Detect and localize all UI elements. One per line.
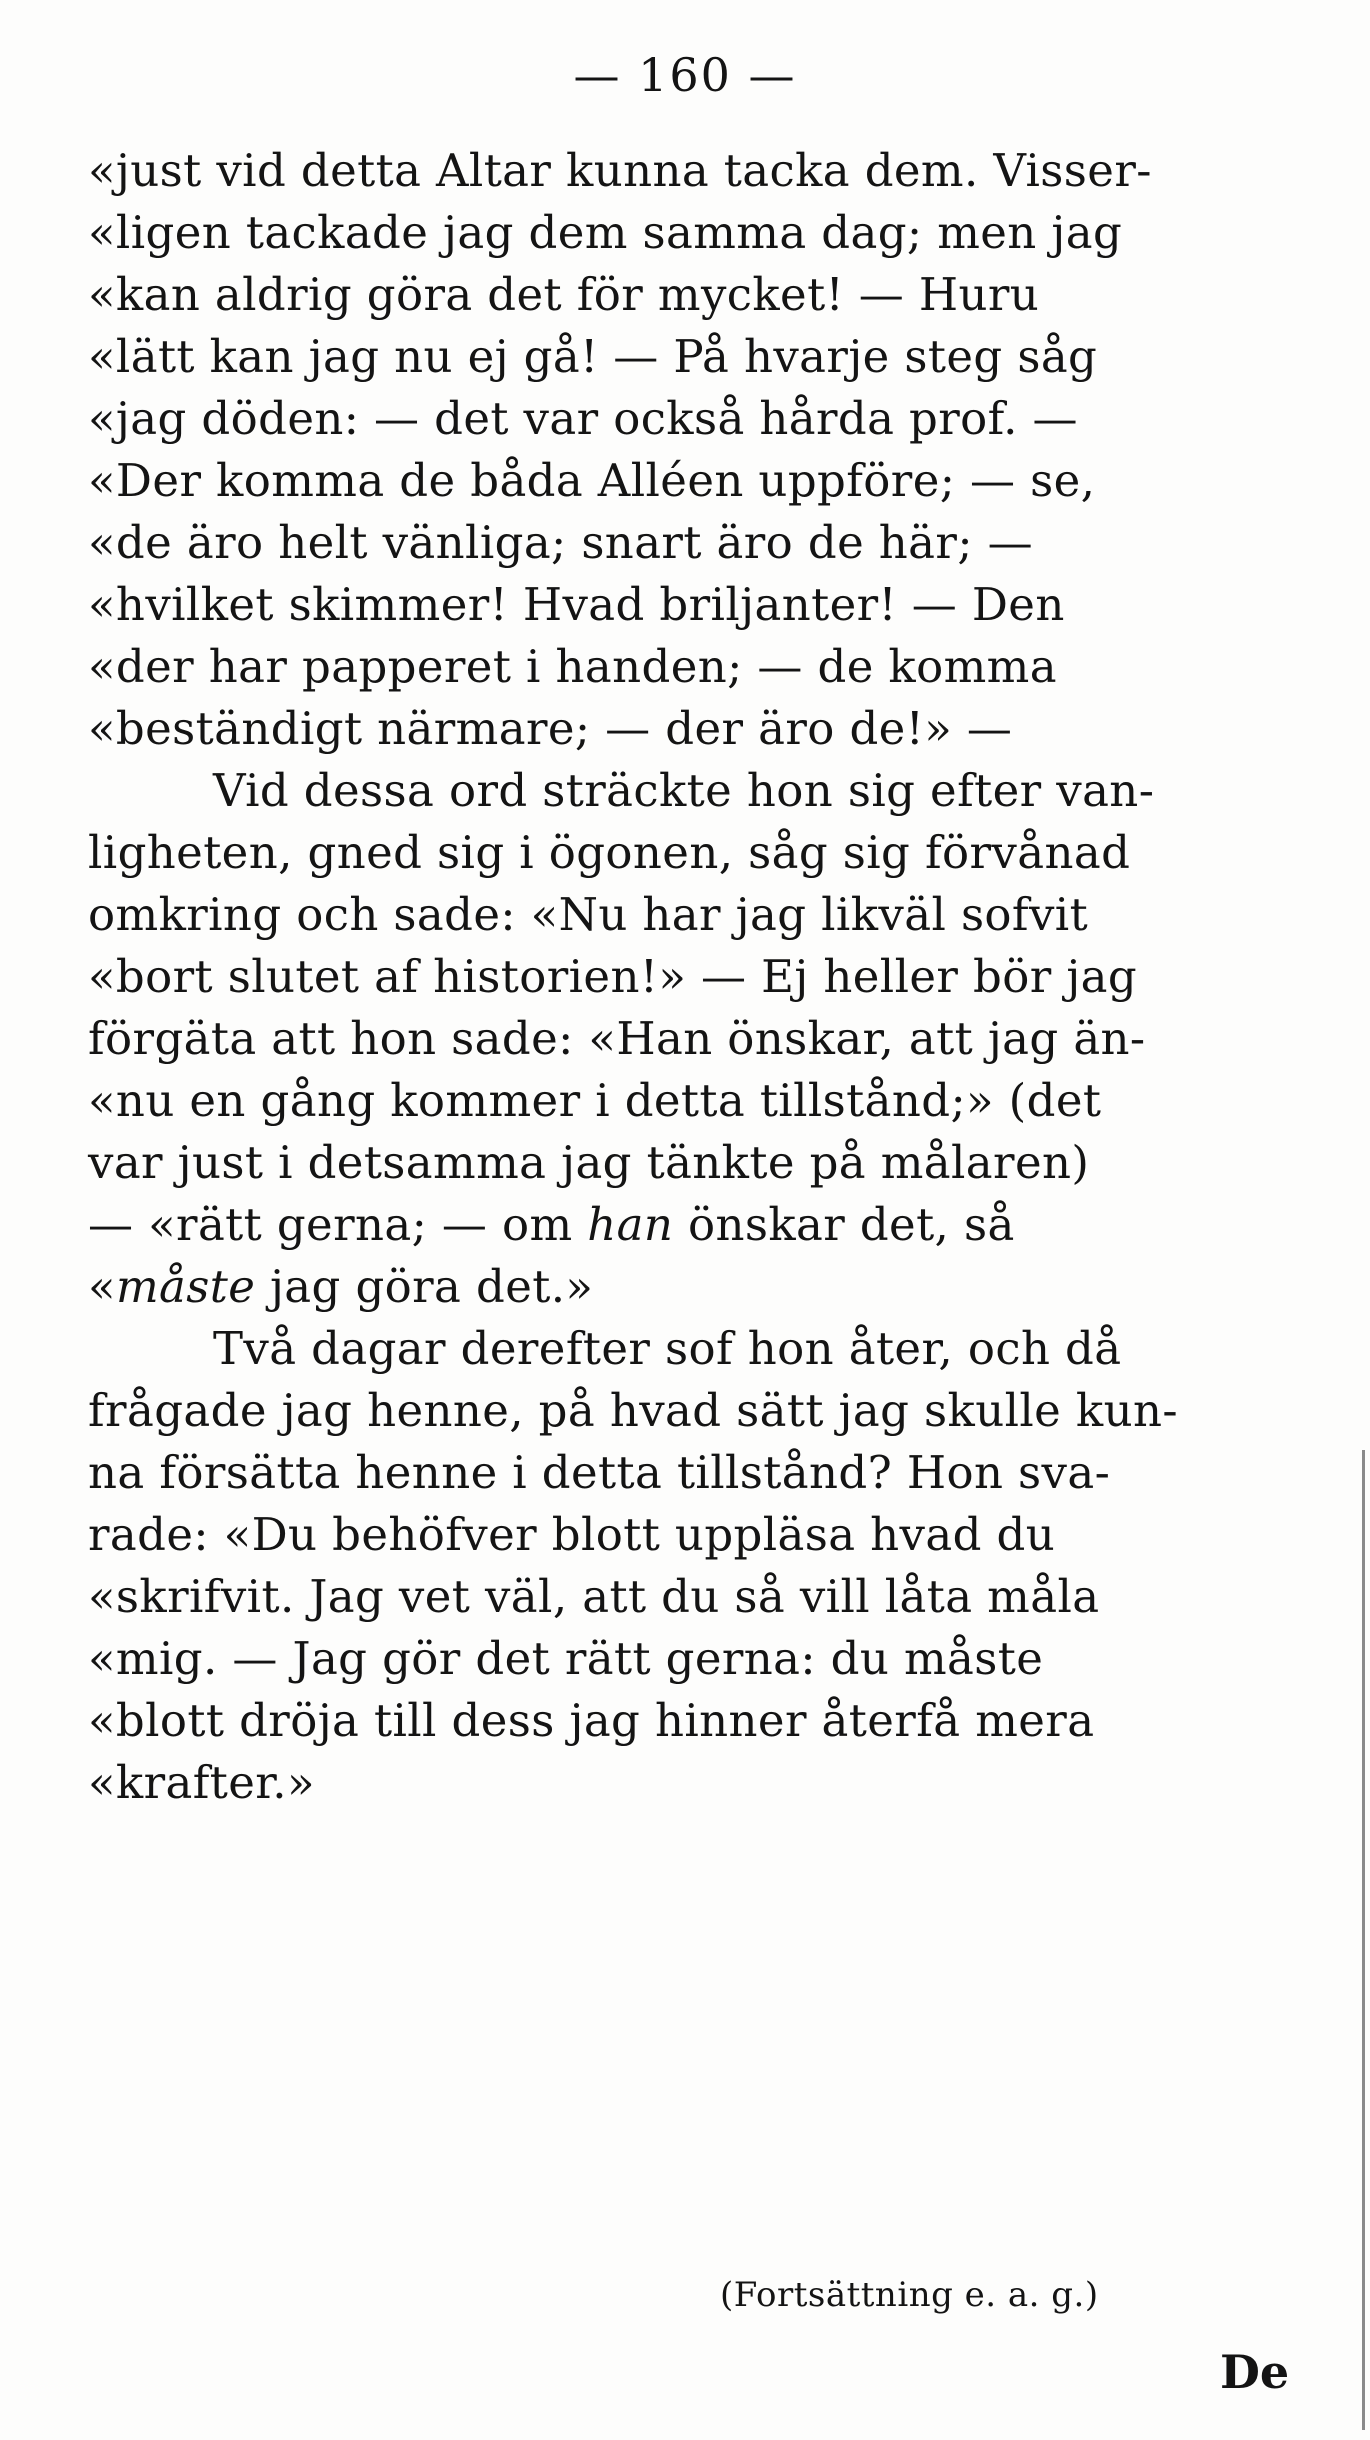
text-line: «kan aldrig göra det för mycket! — Huru [88,268,1040,321]
catchword: De [1220,2345,1290,2399]
text-line: «blott dröja till dess jag hinner återfå mera [88,1694,1095,1747]
text-line: «skrifvit. Jag vet väl, att du så vill låta måla [88,1570,1100,1623]
paragraph-start-line: Två dagar derefter sof hon åter, och då [213,1322,1122,1375]
text-line: var just i detsamma jag tänkte på målaren) [88,1136,1090,1189]
text-line: «beständigt närmare; — der äro de!» — [88,702,1013,755]
page-edge-shadow [1362,1450,1365,2430]
text-line [88,1256,1350,1318]
text-line: «der har papperet i handen; — de komma [88,640,1057,693]
text-segment: — «rätt gerna; — om [88,1198,588,1251]
text-line: «lätt kan jag nu ej gå! — På hvarje steg såg [88,330,1098,383]
text-line: «krafter.» [88,1756,315,1809]
text-line: omkring och sade: «Nu har jag likväl sofvit [88,888,1089,941]
text-line: rade: «Du behöfver blott uppläsa hvad du [88,1508,1056,1561]
italic-word: han [587,1198,674,1251]
text-segment: önskar det, så [673,1198,1015,1251]
text-segment: « [88,1260,116,1313]
text-line: «de äro helt vänliga; snart äro de här; — [88,516,1033,569]
text-line: «mig. — Jag gör det rätt gerna: du måste [88,1632,1044,1685]
continuation-note: (Fortsättning e. a. g.) [720,2275,1099,2315]
text-segment: jag göra det.» [255,1260,594,1313]
text-line: «just vid detta Altar kunna tacka dem. Visser- [88,144,1152,197]
text-line: förgäta att hon sade: «Han önskar, att jag än- [88,1012,1146,1065]
text-line: ligheten, gned sig i ögonen, såg sig förvånad [88,826,1131,879]
text-line: frågade jag henne, på hvad sätt jag skulle kun- [88,1384,1178,1437]
italic-word: måste [115,1260,256,1313]
paragraph-start-line: Vid dessa ord sträckte hon sig efter van- [213,764,1155,817]
text-line: «hvilket skimmer! Hvad briljanter! — Den [88,578,1065,631]
page-number-header: — 160 — [573,48,797,102]
body-text [88,140,1350,1814]
text-line: «Der komma de båda Alléen uppföre; — se, [88,454,1096,507]
text-line: «jag döden: — det var också hårda prof. — [88,392,1078,445]
text-line: «bort slutet af historien!» — Ej heller bör jag [88,950,1138,1003]
text-line: «ligen tackade jag dem samma dag; men jag [88,206,1123,259]
text-line: «nu en gång kommer i detta tillstånd;» (det [88,1074,1102,1127]
text-line [88,1194,1350,1256]
text-line: na försätta henne i detta tillstånd? Hon sva- [88,1446,1111,1499]
